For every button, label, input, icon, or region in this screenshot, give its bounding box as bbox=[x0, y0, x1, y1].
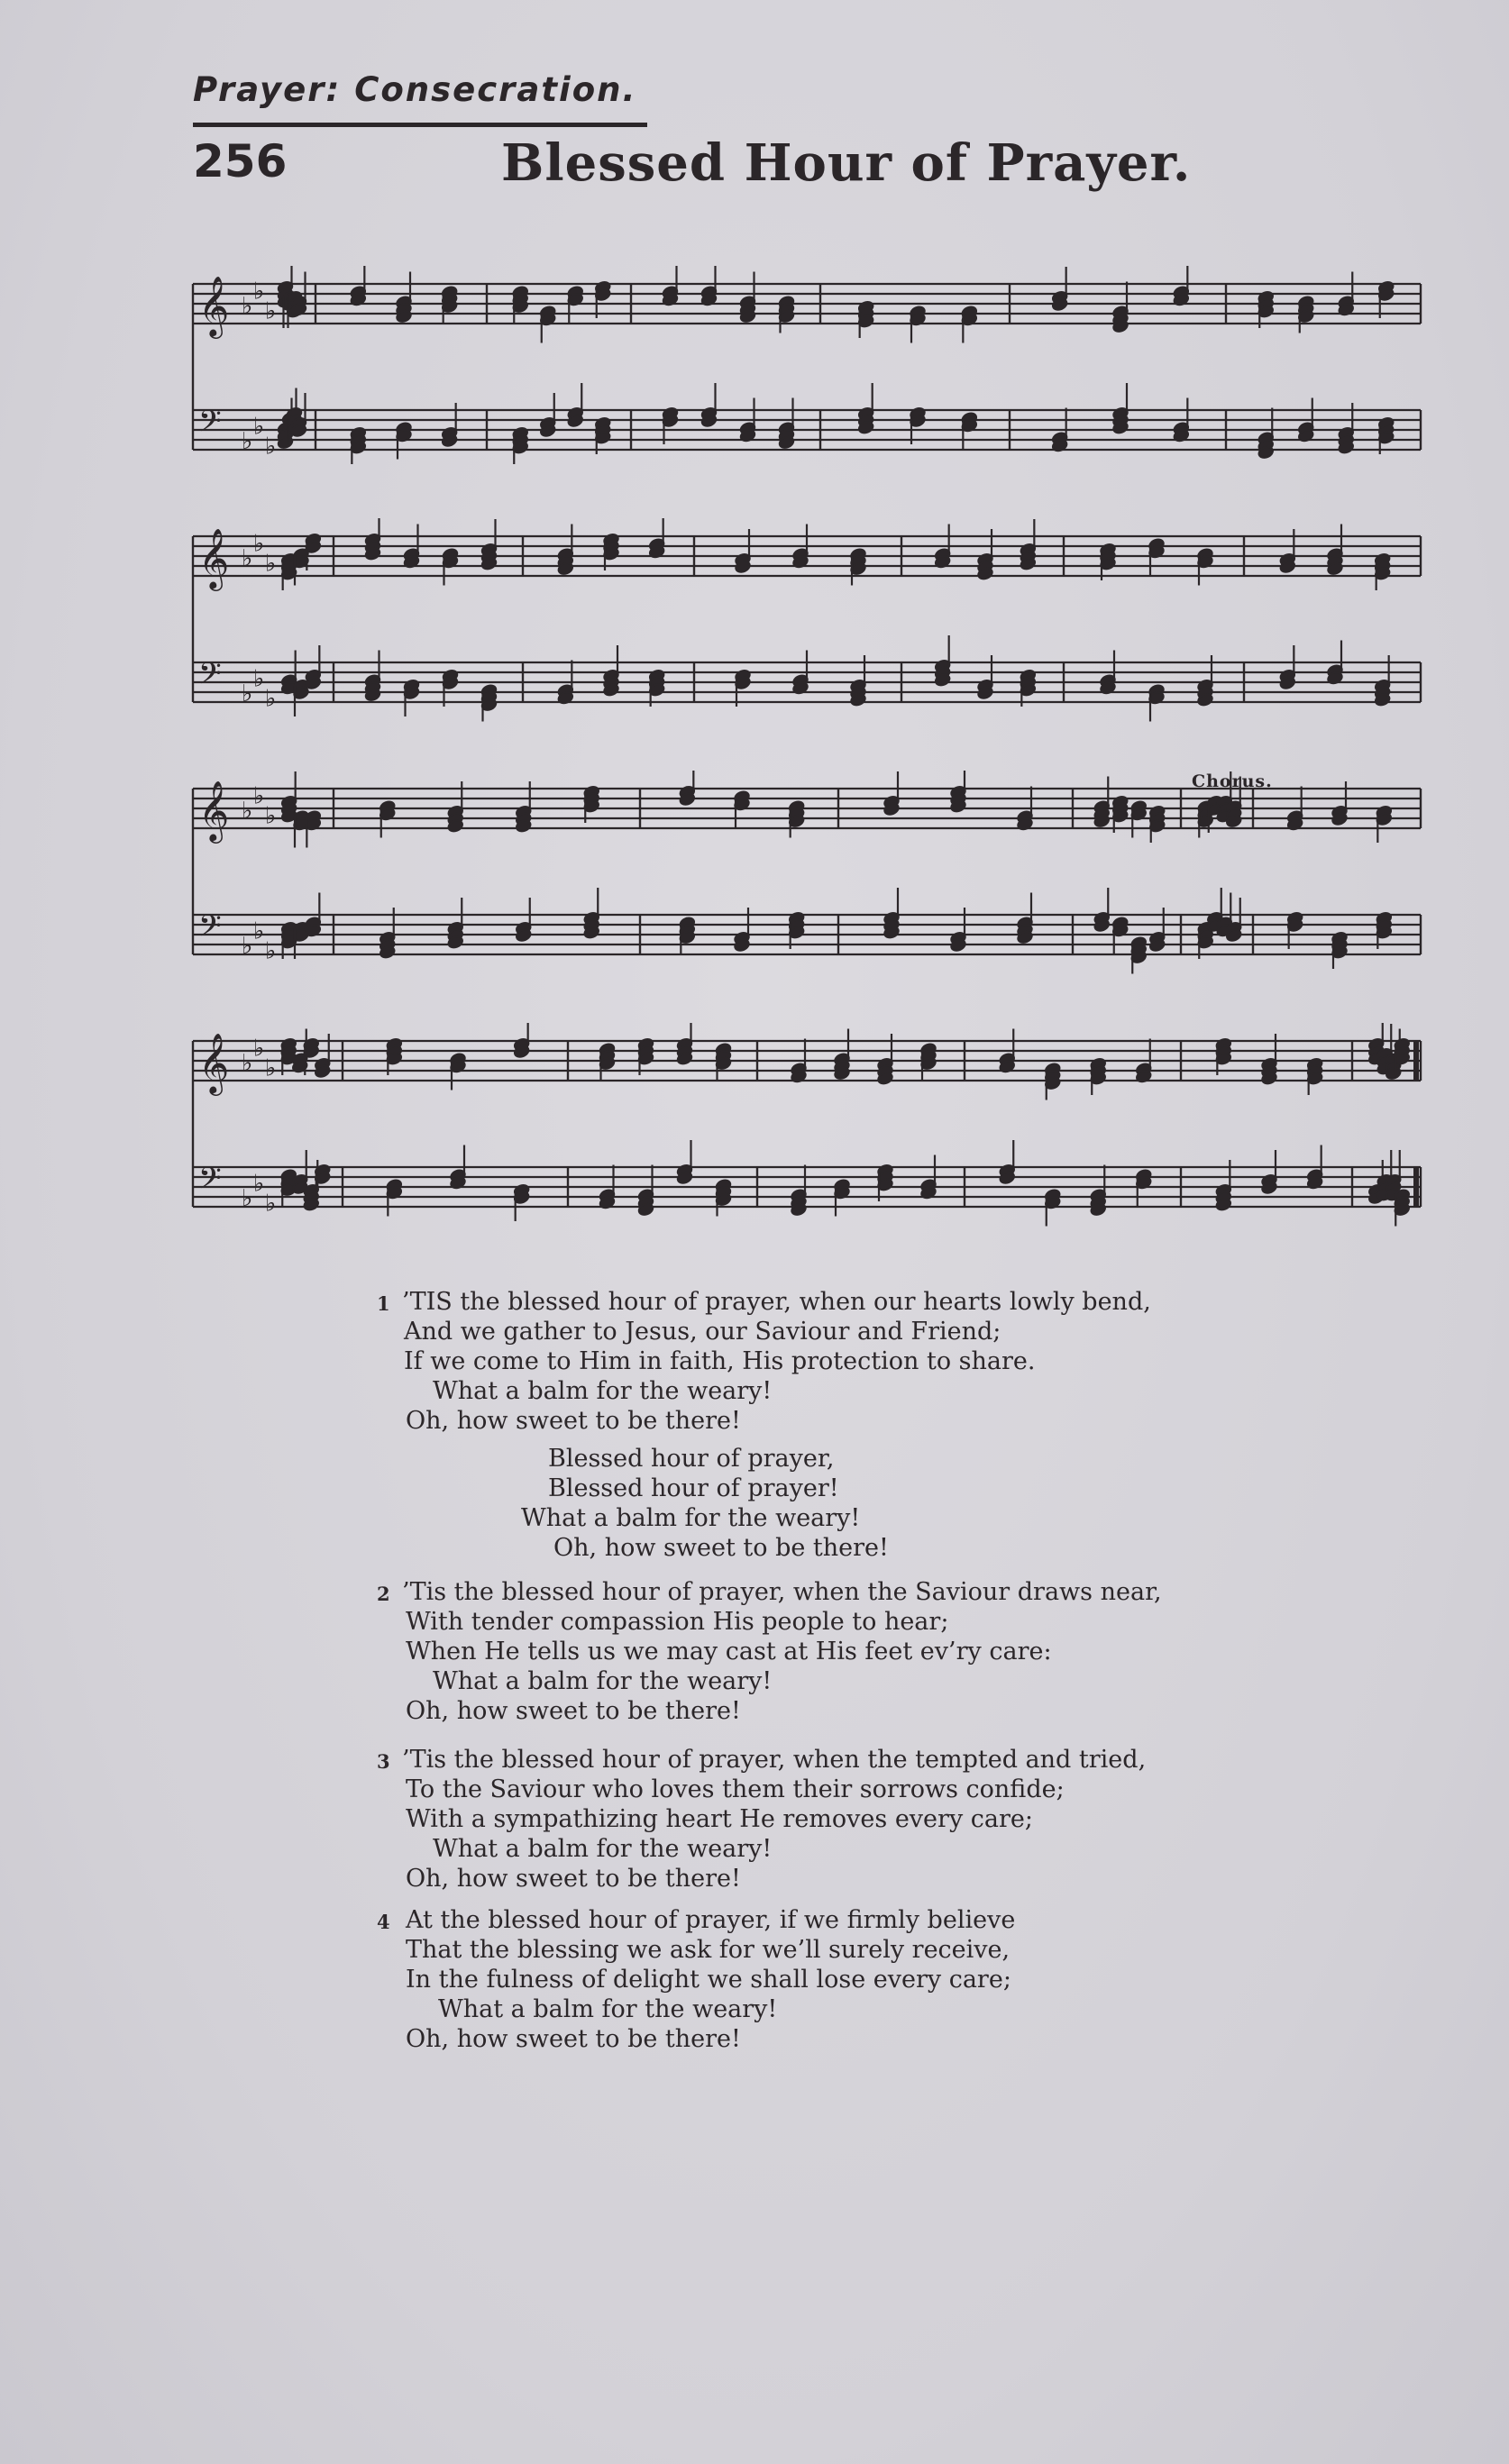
verse-line: To the Saviour who loves them their sorrows confide; bbox=[406, 1775, 1065, 1803]
flat-sign: ♭ bbox=[242, 680, 253, 707]
music-system-3 bbox=[189, 771, 1424, 978]
flat-sign: ♭ bbox=[242, 933, 253, 960]
flat-sign: ♭ bbox=[265, 802, 277, 830]
chorus-label: Chorus. bbox=[1192, 771, 1273, 791]
chorus-line: What a balm for the weary! bbox=[521, 1504, 861, 1532]
flat-sign: ♭ bbox=[253, 782, 265, 810]
verse-line: Oh, how sweet to be there! bbox=[406, 1697, 741, 1725]
verse-number: 3 bbox=[377, 1750, 390, 1773]
flat-sign: ♭ bbox=[253, 413, 265, 441]
verse-line: With tender compassion His people to hear; bbox=[406, 1608, 949, 1636]
flat-sign: ♭ bbox=[253, 530, 265, 558]
verse-line: What a balm for the weary! bbox=[438, 1995, 778, 2023]
bass-clef: 𝄢 bbox=[198, 909, 222, 951]
hymn-number: 256 bbox=[193, 135, 288, 187]
treble-clef: 𝄞 bbox=[198, 527, 230, 589]
verse-line: ’TIS the blessed hour of prayer, when our hearts lowly bend, bbox=[402, 1288, 1151, 1316]
verse-line: Oh, how sweet to be there! bbox=[406, 2025, 741, 2053]
section-heading: Prayer: Consecration. bbox=[193, 70, 637, 109]
flat-sign: ♭ bbox=[242, 1185, 253, 1212]
verse-number: 1 bbox=[377, 1292, 390, 1315]
verse-line: What a balm for the weary! bbox=[433, 1377, 773, 1405]
flat-sign: ♭ bbox=[242, 428, 253, 455]
flat-sign: ♭ bbox=[253, 278, 265, 306]
treble-clef: 𝄞 bbox=[198, 275, 230, 336]
bass-clef: 𝄢 bbox=[198, 657, 222, 698]
section-heading-rule bbox=[193, 123, 647, 127]
verse-line: What a balm for the weary! bbox=[433, 1835, 773, 1863]
verse-line: ’Tis the blessed hour of prayer, when the tempted and tried, bbox=[402, 1746, 1147, 1774]
flat-sign: ♭ bbox=[253, 1035, 265, 1063]
bass-clef: 𝄢 bbox=[198, 1162, 222, 1203]
flat-sign: ♭ bbox=[242, 545, 253, 572]
hymn-title: Blessed Hour of Prayer. bbox=[501, 133, 1192, 193]
verse-line: Oh, how sweet to be there! bbox=[406, 1407, 741, 1435]
flat-sign: ♭ bbox=[265, 550, 277, 578]
music-system-1 bbox=[189, 266, 1424, 473]
flat-sign: ♭ bbox=[242, 798, 253, 825]
bass-clef: 𝄢 bbox=[198, 405, 222, 446]
chorus-line: Blessed hour of prayer! bbox=[548, 1474, 839, 1502]
final-barline bbox=[1413, 1041, 1419, 1081]
flat-sign: ♭ bbox=[242, 1050, 253, 1077]
music-system-2 bbox=[189, 518, 1424, 726]
chorus-line: Blessed hour of prayer, bbox=[548, 1445, 835, 1473]
flat-sign: ♭ bbox=[265, 685, 277, 713]
flat-sign: ♭ bbox=[265, 1190, 277, 1218]
flat-sign: ♭ bbox=[265, 297, 277, 325]
verse-line: What a balm for the weary! bbox=[433, 1667, 773, 1695]
flat-sign: ♭ bbox=[265, 937, 277, 965]
flat-sign: ♭ bbox=[253, 1170, 265, 1198]
verse-line: ’Tis the blessed hour of prayer, when the Saviour draws near, bbox=[402, 1578, 1162, 1606]
verse-line: That the blessing we ask for we’ll surely receive, bbox=[406, 1936, 1011, 1964]
music-system-4 bbox=[189, 1023, 1424, 1230]
flat-sign: ♭ bbox=[253, 665, 265, 693]
verse-line: At the blessed hour of prayer, if we firmly believe bbox=[406, 1906, 1016, 1934]
flat-sign: ♭ bbox=[253, 917, 265, 945]
verse-line: And we gather to Jesus, our Saviour and Friend; bbox=[404, 1318, 1001, 1346]
flat-sign: ♭ bbox=[265, 1054, 277, 1082]
flat-sign: ♭ bbox=[242, 293, 253, 320]
chorus-line: Oh, how sweet to be there! bbox=[553, 1534, 889, 1562]
verse-line: In the fulness of delight we shall lose every care; bbox=[406, 1966, 1011, 1994]
treble-clef: 𝄞 bbox=[198, 1032, 230, 1093]
verse-number: 2 bbox=[377, 1583, 390, 1605]
verse-line: If we come to Him in faith, His protection to share. bbox=[404, 1347, 1036, 1375]
treble-clef: 𝄞 bbox=[198, 780, 230, 841]
verse-number: 4 bbox=[377, 1911, 390, 1933]
verse-line: When He tells us we may cast at His feet ev’ry care: bbox=[406, 1638, 1052, 1665]
verse-line: Oh, how sweet to be there! bbox=[406, 1865, 741, 1893]
verse-line: With a sympathizing heart He removes every care; bbox=[406, 1805, 1033, 1833]
flat-sign: ♭ bbox=[265, 433, 277, 461]
final-barline bbox=[1413, 1167, 1419, 1207]
